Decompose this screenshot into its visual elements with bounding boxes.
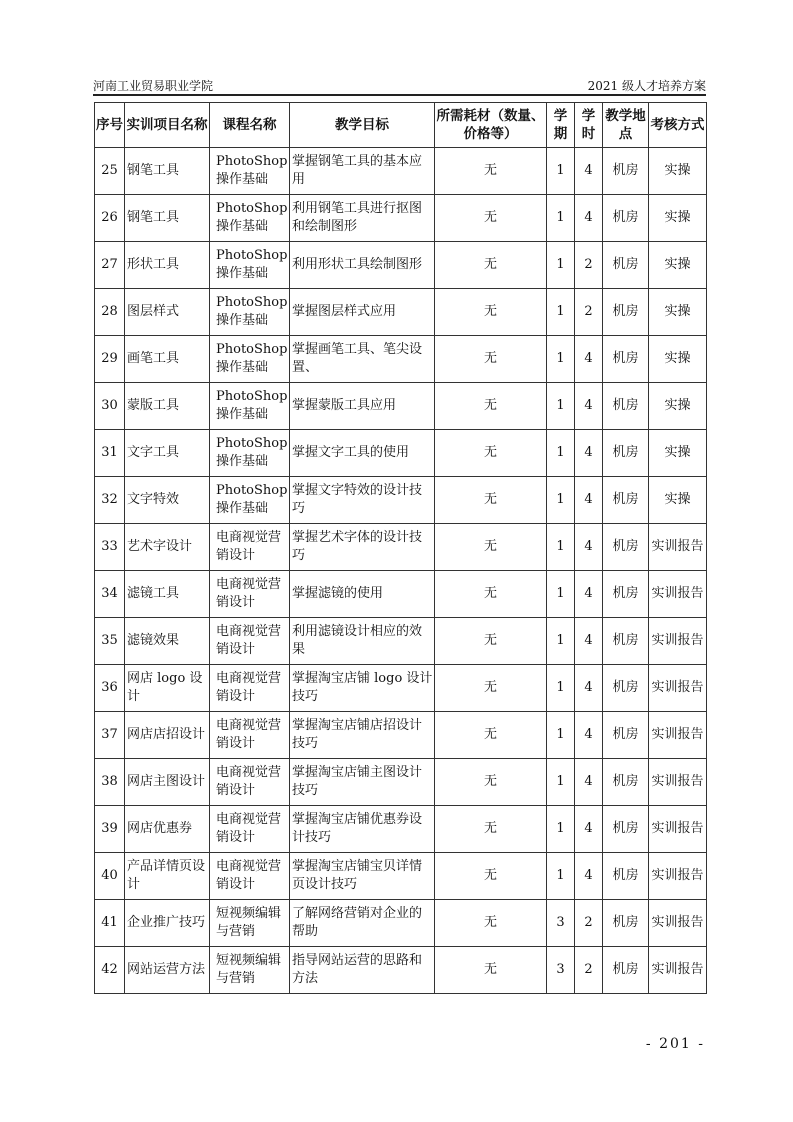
cell-term: 1 xyxy=(547,383,575,430)
cell-project: 网站运营方法 xyxy=(125,947,210,994)
cell-no: 29 xyxy=(95,336,125,383)
cell-assess: 实训报告 xyxy=(649,665,707,712)
cell-project: 网店优惠券 xyxy=(125,806,210,853)
cell-assess: 实训报告 xyxy=(649,524,707,571)
cell-place: 机房 xyxy=(603,665,649,712)
cell-assess: 实操 xyxy=(649,336,707,383)
cell-goal: 掌握文字特效的设计技巧 xyxy=(290,477,435,524)
col-header-project: 实训项目名称 xyxy=(125,103,210,148)
table-row xyxy=(95,430,707,477)
cell-materials: 无 xyxy=(435,665,547,712)
cell-no: 37 xyxy=(95,712,125,759)
cell-no: 36 xyxy=(95,665,125,712)
cell-goal: 掌握淘宝店铺店招设计技巧 xyxy=(290,712,435,759)
cell-project: 滤镜工具 xyxy=(125,571,210,618)
cell-assess: 实训报告 xyxy=(649,618,707,665)
col-header-no: 序号 xyxy=(95,103,125,148)
cell-place: 机房 xyxy=(603,195,649,242)
cell-materials: 无 xyxy=(435,900,547,947)
cell-place: 机房 xyxy=(603,148,649,195)
table-row xyxy=(95,195,707,242)
col-header-goal: 教学目标 xyxy=(290,103,435,148)
cell-no: 25 xyxy=(95,148,125,195)
table-row xyxy=(95,759,707,806)
table-row xyxy=(95,336,707,383)
cell-assess: 实操 xyxy=(649,383,707,430)
cell-hours: 2 xyxy=(575,900,603,947)
cell-term: 1 xyxy=(547,853,575,900)
cell-hours: 4 xyxy=(575,524,603,571)
cell-place: 机房 xyxy=(603,853,649,900)
cell-place: 机房 xyxy=(603,477,649,524)
cell-hours: 4 xyxy=(575,665,603,712)
cell-course: 电商视觉营销设计 xyxy=(210,759,290,806)
cell-place: 机房 xyxy=(603,336,649,383)
cell-goal: 利用钢笔工具进行抠图和绘制图形 xyxy=(290,195,435,242)
cell-project: 网店店招设计 xyxy=(125,712,210,759)
col-header-assess: 考核方式 xyxy=(649,103,707,148)
cell-assess: 实训报告 xyxy=(649,759,707,806)
col-header-course: 课程名称 xyxy=(210,103,290,148)
cell-project: 钢笔工具 xyxy=(125,148,210,195)
cell-goal: 掌握淘宝店铺 logo 设计技巧 xyxy=(290,665,435,712)
cell-project: 画笔工具 xyxy=(125,336,210,383)
cell-term: 1 xyxy=(547,806,575,853)
cell-materials: 无 xyxy=(435,148,547,195)
cell-goal: 了解网络营销对企业的帮助 xyxy=(290,900,435,947)
cell-materials: 无 xyxy=(435,618,547,665)
cell-no: 35 xyxy=(95,618,125,665)
cell-course: PhotoShop操作基础 xyxy=(210,336,290,383)
cell-no: 32 xyxy=(95,477,125,524)
cell-assess: 实训报告 xyxy=(649,947,707,994)
cell-no: 33 xyxy=(95,524,125,571)
table-row xyxy=(95,806,707,853)
cell-course: PhotoShop操作基础 xyxy=(210,289,290,336)
cell-assess: 实训报告 xyxy=(649,853,707,900)
table-row xyxy=(95,477,707,524)
table-row xyxy=(95,900,707,947)
cell-place: 机房 xyxy=(603,289,649,336)
cell-materials: 无 xyxy=(435,430,547,477)
cell-term: 1 xyxy=(547,430,575,477)
cell-assess: 实操 xyxy=(649,289,707,336)
cell-project: 形状工具 xyxy=(125,242,210,289)
cell-place: 机房 xyxy=(603,900,649,947)
cell-assess: 实训报告 xyxy=(649,806,707,853)
table-row xyxy=(95,947,707,994)
cell-materials: 无 xyxy=(435,806,547,853)
cell-hours: 4 xyxy=(575,336,603,383)
cell-place: 机房 xyxy=(603,806,649,853)
cell-assess: 实操 xyxy=(649,430,707,477)
table-row xyxy=(95,289,707,336)
cell-hours: 4 xyxy=(575,571,603,618)
cell-term: 1 xyxy=(547,195,575,242)
cell-term: 3 xyxy=(547,947,575,994)
cell-goal: 掌握蒙版工具应用 xyxy=(290,383,435,430)
cell-materials: 无 xyxy=(435,853,547,900)
cell-hours: 4 xyxy=(575,477,603,524)
cell-no: 42 xyxy=(95,947,125,994)
cell-project: 文字工具 xyxy=(125,430,210,477)
cell-goal: 掌握图层样式应用 xyxy=(290,289,435,336)
cell-goal: 掌握滤镜的使用 xyxy=(290,571,435,618)
table-row xyxy=(95,148,707,195)
cell-no: 27 xyxy=(95,242,125,289)
cell-term: 1 xyxy=(547,524,575,571)
cell-course: 短视频编辑与营销 xyxy=(210,900,290,947)
cell-course: PhotoShop操作基础 xyxy=(210,383,290,430)
cell-materials: 无 xyxy=(435,947,547,994)
cell-place: 机房 xyxy=(603,430,649,477)
cell-no: 39 xyxy=(95,806,125,853)
cell-goal: 掌握淘宝店铺优惠券设计技巧 xyxy=(290,806,435,853)
cell-materials: 无 xyxy=(435,524,547,571)
cell-hours: 2 xyxy=(575,289,603,336)
cell-assess: 实训报告 xyxy=(649,900,707,947)
cell-course: 电商视觉营销设计 xyxy=(210,665,290,712)
cell-term: 3 xyxy=(547,900,575,947)
cell-term: 1 xyxy=(547,289,575,336)
cell-assess: 实训报告 xyxy=(649,712,707,759)
cell-place: 机房 xyxy=(603,383,649,430)
cell-course: 电商视觉营销设计 xyxy=(210,712,290,759)
table-row xyxy=(95,712,707,759)
cell-place: 机房 xyxy=(603,618,649,665)
cell-hours: 4 xyxy=(575,806,603,853)
training-projects-table xyxy=(94,102,707,994)
cell-materials: 无 xyxy=(435,242,547,289)
cell-term: 1 xyxy=(547,759,575,806)
col-header-hours: 学时 xyxy=(575,103,603,148)
cell-materials: 无 xyxy=(435,477,547,524)
cell-hours: 4 xyxy=(575,759,603,806)
cell-project: 产品详情页设计 xyxy=(125,853,210,900)
cell-term: 1 xyxy=(547,477,575,524)
cell-goal: 掌握文字工具的使用 xyxy=(290,430,435,477)
cell-no: 40 xyxy=(95,853,125,900)
cell-goal: 掌握淘宝店铺主图设计技巧 xyxy=(290,759,435,806)
cell-materials: 无 xyxy=(435,336,547,383)
col-header-materials: 所需耗材（数量、价格等） xyxy=(435,103,547,148)
cell-term: 1 xyxy=(547,665,575,712)
cell-course: 电商视觉营销设计 xyxy=(210,853,290,900)
cell-goal: 掌握画笔工具、笔尖设置、 xyxy=(290,336,435,383)
cell-goal: 利用滤镜设计相应的效果 xyxy=(290,618,435,665)
cell-materials: 无 xyxy=(435,571,547,618)
table-row xyxy=(95,571,707,618)
cell-assess: 实操 xyxy=(649,148,707,195)
cell-no: 38 xyxy=(95,759,125,806)
cell-assess: 实操 xyxy=(649,242,707,289)
cell-assess: 实操 xyxy=(649,195,707,242)
table-row xyxy=(95,618,707,665)
cell-hours: 4 xyxy=(575,618,603,665)
cell-hours: 4 xyxy=(575,853,603,900)
cell-no: 41 xyxy=(95,900,125,947)
cell-course: 短视频编辑与营销 xyxy=(210,947,290,994)
table-header-row xyxy=(95,103,707,148)
cell-place: 机房 xyxy=(603,712,649,759)
cell-project: 网店 logo 设计 xyxy=(125,665,210,712)
table-row xyxy=(95,665,707,712)
cell-hours: 4 xyxy=(575,195,603,242)
cell-project: 文字特效 xyxy=(125,477,210,524)
cell-goal: 利用形状工具绘制图形 xyxy=(290,242,435,289)
cell-no: 31 xyxy=(95,430,125,477)
cell-project: 蒙版工具 xyxy=(125,383,210,430)
cell-project: 艺术字设计 xyxy=(125,524,210,571)
cell-materials: 无 xyxy=(435,195,547,242)
cell-hours: 4 xyxy=(575,383,603,430)
cell-goal: 指导网站运营的思路和方法 xyxy=(290,947,435,994)
cell-course: PhotoShop操作基础 xyxy=(210,477,290,524)
cell-project: 企业推广技巧 xyxy=(125,900,210,947)
cell-course: 电商视觉营销设计 xyxy=(210,806,290,853)
cell-no: 28 xyxy=(95,289,125,336)
cell-hours: 2 xyxy=(575,947,603,994)
cell-no: 26 xyxy=(95,195,125,242)
cell-course: PhotoShop操作基础 xyxy=(210,148,290,195)
cell-assess: 实操 xyxy=(649,477,707,524)
table-row xyxy=(95,242,707,289)
col-header-term: 学期 xyxy=(547,103,575,148)
header-institution: 河南工业贸易职业学院 xyxy=(93,79,214,93)
cell-place: 机房 xyxy=(603,571,649,618)
cell-goal: 掌握钢笔工具的基本应用 xyxy=(290,148,435,195)
cell-course: PhotoShop操作基础 xyxy=(210,430,290,477)
cell-place: 机房 xyxy=(603,759,649,806)
page-header xyxy=(93,78,706,94)
cell-place: 机房 xyxy=(603,524,649,571)
table-row xyxy=(95,853,707,900)
cell-assess: 实训报告 xyxy=(649,571,707,618)
cell-hours: 4 xyxy=(575,712,603,759)
cell-term: 1 xyxy=(547,148,575,195)
cell-project: 网店主图设计 xyxy=(125,759,210,806)
table-row xyxy=(95,383,707,430)
cell-term: 1 xyxy=(547,712,575,759)
cell-course: PhotoShop操作基础 xyxy=(210,195,290,242)
cell-course: 电商视觉营销设计 xyxy=(210,524,290,571)
cell-project: 图层样式 xyxy=(125,289,210,336)
cell-materials: 无 xyxy=(435,712,547,759)
page-number: - 201 - xyxy=(645,1036,705,1052)
cell-materials: 无 xyxy=(435,383,547,430)
cell-goal: 掌握淘宝店铺宝贝详情页设计技巧 xyxy=(290,853,435,900)
cell-term: 1 xyxy=(547,618,575,665)
cell-hours: 4 xyxy=(575,430,603,477)
cell-project: 滤镜效果 xyxy=(125,618,210,665)
cell-place: 机房 xyxy=(603,947,649,994)
cell-goal: 掌握艺术字体的设计技巧 xyxy=(290,524,435,571)
cell-materials: 无 xyxy=(435,289,547,336)
cell-term: 1 xyxy=(547,242,575,289)
cell-hours: 2 xyxy=(575,242,603,289)
cell-hours: 4 xyxy=(575,148,603,195)
cell-project: 钢笔工具 xyxy=(125,195,210,242)
table-row xyxy=(95,524,707,571)
cell-course: PhotoShop操作基础 xyxy=(210,242,290,289)
cell-no: 30 xyxy=(95,383,125,430)
col-header-place: 教学地点 xyxy=(603,103,649,148)
cell-term: 1 xyxy=(547,571,575,618)
cell-course: 电商视觉营销设计 xyxy=(210,618,290,665)
cell-no: 34 xyxy=(95,571,125,618)
cell-term: 1 xyxy=(547,336,575,383)
cell-course: 电商视觉营销设计 xyxy=(210,571,290,618)
cell-place: 机房 xyxy=(603,242,649,289)
header-document-title: 2021 级人才培养方案 xyxy=(587,79,706,93)
header-rule xyxy=(93,94,706,96)
cell-materials: 无 xyxy=(435,759,547,806)
